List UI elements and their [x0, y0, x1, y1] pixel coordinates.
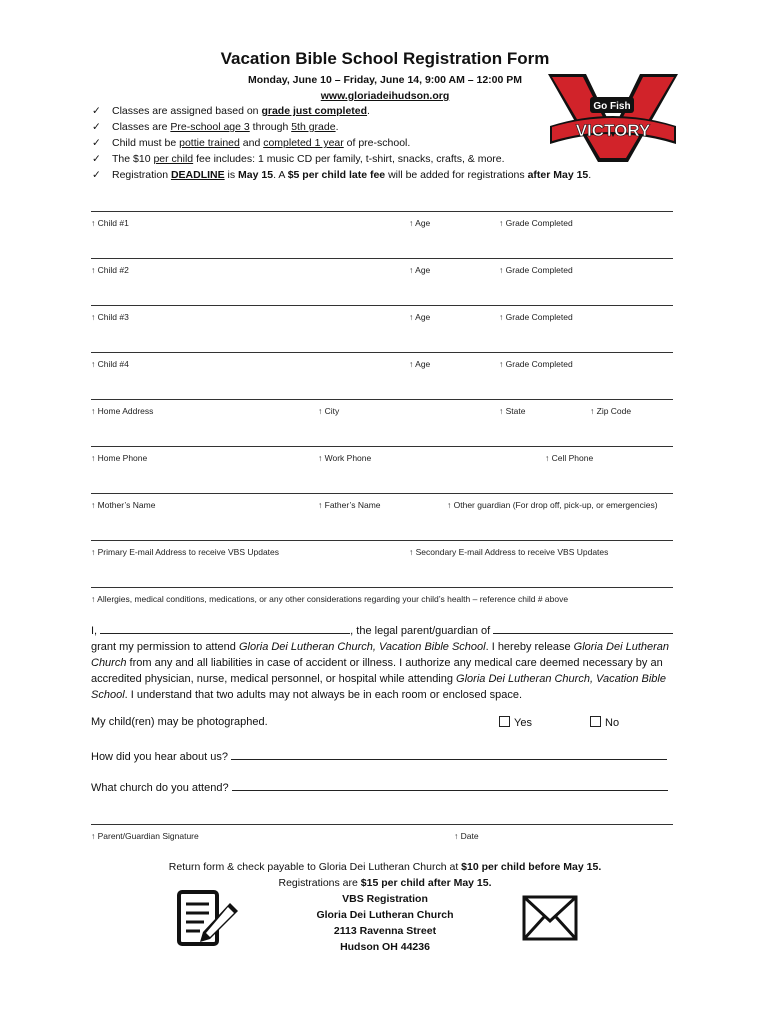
home-phone-label: ↑ Home Phone	[91, 453, 148, 463]
address-line[interactable]	[91, 399, 673, 400]
date-label: ↑ Date	[454, 831, 479, 841]
primary-email-label: ↑ Primary E-mail Address to receive VBS Updates	[91, 547, 280, 557]
address-line-4: Hudson OH 44236	[340, 941, 430, 953]
grade-label: ↑ Grade Completed	[499, 359, 573, 369]
victory-logo	[548, 74, 678, 162]
zip-label: ↑ Zip Code	[590, 406, 632, 416]
checklist-item-4: ✓ The $10 per child fee includes: 1 music CD per family, t-shirt, snacks, crafts, & more.	[92, 153, 505, 165]
no-checkbox[interactable]	[590, 716, 601, 727]
work-phone-label: ↑ Work Phone	[318, 453, 372, 463]
photo-no-option[interactable]: No	[590, 716, 619, 729]
website-link[interactable]: www.gloriadeihudson.org	[320, 90, 450, 102]
phone-line[interactable]	[91, 446, 673, 447]
return-instructions: Return form & check payable to Gloria Dei Lutheran Church at $10 per child before May 15.	[168, 861, 602, 873]
grade-label: ↑ Grade Completed	[499, 265, 573, 275]
allergies-line[interactable]	[91, 587, 673, 588]
logo-badge: Go Fish	[593, 101, 631, 112]
church-attend-question: What church do you attend?	[91, 779, 668, 794]
checklist-item-3: ✓ Child must be pottie trained and completed 1 year of pre-school.	[92, 137, 411, 149]
father-label: ↑ Father’s Name	[318, 500, 381, 510]
child-2-label: ↑ Child #2	[91, 265, 129, 275]
signature-line[interactable]	[91, 824, 673, 825]
guardian-line[interactable]	[91, 493, 673, 494]
child-name-blank[interactable]	[493, 622, 673, 634]
checklist-item-1: ✓ Classes are assigned based on grade just completed.	[92, 105, 370, 117]
city-label: ↑ City	[318, 406, 340, 416]
child-4-line[interactable]	[91, 352, 673, 353]
other-guardian-label: ↑ Other guardian (For drop off, pick-up, or emergencies)	[447, 500, 658, 510]
photo-yes-option[interactable]: Yes	[499, 716, 532, 729]
mother-label: ↑ Mother’s Name	[91, 500, 156, 510]
guardian-name-blank[interactable]	[100, 622, 350, 634]
email-line[interactable]	[91, 540, 673, 541]
cell-phone-label: ↑ Cell Phone	[545, 453, 594, 463]
form-pencil-icon	[176, 887, 240, 949]
secondary-email-label: ↑ Secondary E-mail Address to receive VBS Updates	[409, 547, 609, 557]
envelope-icon	[522, 895, 578, 941]
hear-about-question: How did you hear about us?	[91, 748, 667, 763]
home-address-label: ↑ Home Address	[91, 406, 154, 416]
late-fee-note: Registrations are $15 per child after May 15.	[278, 877, 492, 889]
photo-question: My child(ren) may be photographed.	[91, 716, 268, 728]
address-line-1: VBS Registration	[342, 893, 428, 905]
yes-checkbox[interactable]	[499, 716, 510, 727]
grade-label: ↑ Grade Completed	[499, 218, 573, 228]
child-4-label: ↑ Child #4	[91, 359, 129, 369]
grade-label: ↑ Grade Completed	[499, 312, 573, 322]
address-line-3: 2113 Ravenna Street	[333, 925, 437, 937]
checklist-item-5: ✓ Registration DEADLINE is May 15. A $5 per child late fee will be added for registrations after May 15.	[92, 169, 592, 181]
consent-paragraph: I, , the legal parent/guardian of grant my permission to attend Gloria Dei Lutheran Church, Vacation Bible School. I hereby release Gloria Dei Lutheran Church from any and all liabilities in case of accident or illness. I authorize any medical care deemed necessary by an accredited physician, nurse, medical personnel, or hospital while attending Gloria Dei Lutheran Church, Vacation Bible School. I understand that two adults may not always be in each room or enclosed space.	[91, 622, 683, 703]
age-label: ↑ Age	[409, 359, 431, 369]
age-label: ↑ Age	[409, 218, 431, 228]
address-line-2: Gloria Dei Lutheran Church	[316, 909, 454, 921]
church-attend-blank[interactable]	[232, 779, 668, 791]
page-title: Vacation Bible School Registration Form	[220, 49, 550, 68]
child-1-label: ↑ Child #1	[91, 218, 129, 228]
child-1-line[interactable]	[91, 211, 673, 212]
age-label: ↑ Age	[409, 265, 431, 275]
signature-label: ↑ Parent/Guardian Signature	[91, 831, 199, 841]
child-3-label: ↑ Child #3	[91, 312, 129, 322]
event-dates: Monday, June 10 – Friday, June 14, 9:00 AM – 12:00 PM	[247, 74, 523, 86]
child-3-line[interactable]	[91, 305, 673, 306]
child-2-line[interactable]	[91, 258, 673, 259]
logo-word: VICTORY	[575, 121, 651, 140]
hear-about-blank[interactable]	[231, 748, 667, 760]
state-label: ↑ State	[499, 406, 526, 416]
allergies-label: ↑ Allergies, medical conditions, medications, or any other considerations regarding your child’s health – reference child # above	[91, 594, 569, 604]
checklist-item-2: ✓ Classes are Pre-school age 3 through 5th grade.	[92, 121, 339, 133]
age-label: ↑ Age	[409, 312, 431, 322]
